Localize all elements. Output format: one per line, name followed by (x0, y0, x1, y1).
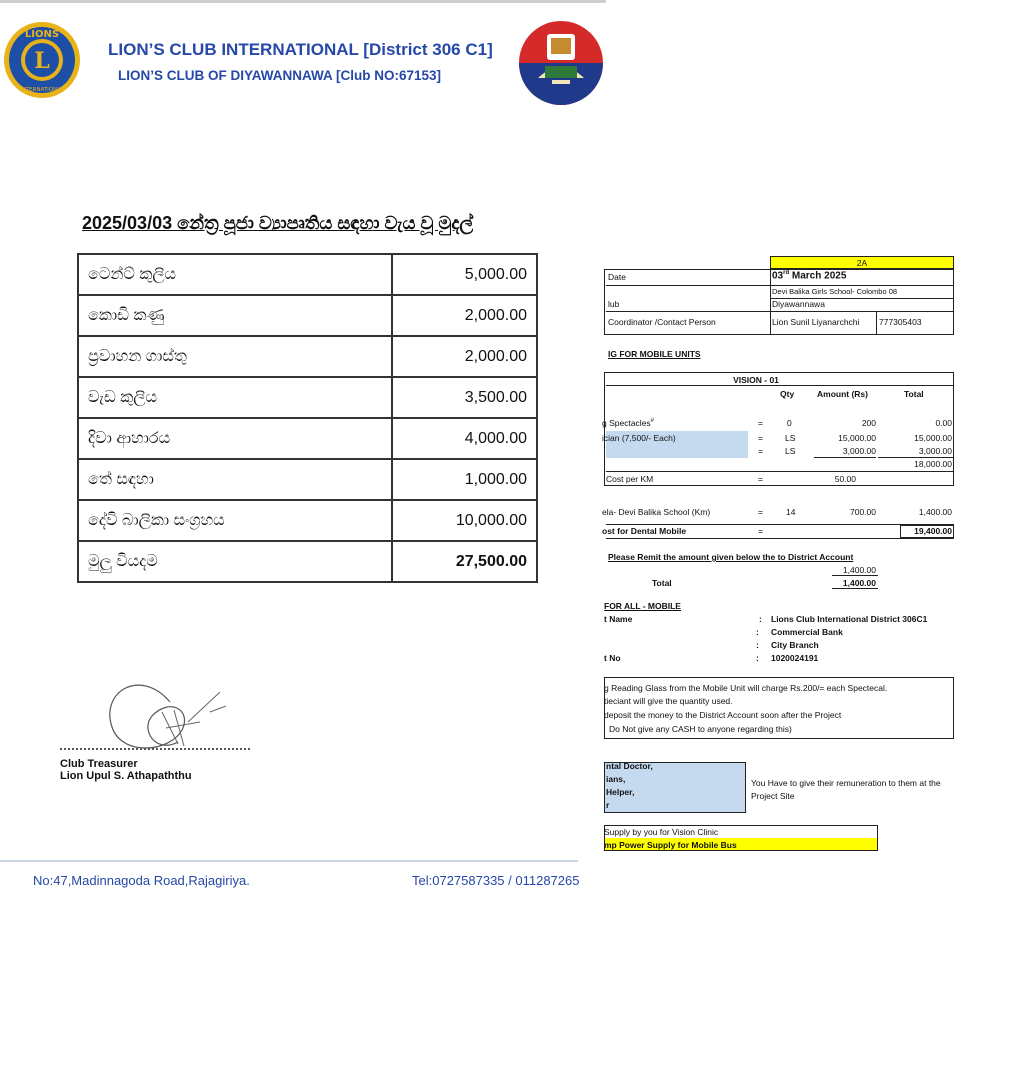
header-cell-label: 2A (856, 258, 868, 268)
header-cell (770, 256, 954, 269)
account-label: t Name (604, 614, 633, 624)
table-row (78, 377, 537, 418)
line-eq: = (758, 433, 763, 443)
underline (814, 457, 876, 458)
lions-international-logo-icon (0, 14, 84, 106)
expense-amount: 3,500.00 (392, 377, 537, 418)
table-row (78, 459, 537, 500)
expense-label: දිවා ආහාරය (78, 418, 392, 459)
lions-logo-bottom-text: INTERNATIONAL (19, 87, 65, 93)
expense-amount: 1,000.00 (392, 459, 537, 500)
line-qty: LS (785, 433, 796, 443)
info-divider (606, 285, 954, 286)
km-total: 1,400.00 (918, 507, 952, 517)
expense-amount: 5,000.00 (392, 254, 537, 295)
expense-amount: 2,000.00 (392, 295, 537, 336)
subtotal: 18,000.00 (914, 459, 952, 469)
total-row (78, 541, 537, 582)
section-title: IG FOR MOBILE UNITS (608, 349, 701, 359)
line-label: ician (7,500/- Each) (602, 433, 676, 443)
line-total: 15,000.00 (914, 433, 952, 443)
line-label: g Spectacles# (602, 418, 655, 428)
line-qty: 0 (787, 418, 792, 428)
org-heading: LION’S CLUB INTERNATIONAL [District 306 C1] (108, 40, 493, 59)
note-line: deposit the money to the District Account soon after the Project (604, 710, 842, 720)
info-label-club: lub (608, 299, 620, 309)
dental-total: 19,400.00 (914, 526, 952, 536)
underline (832, 588, 878, 589)
club-heading: LION’S CLUB OF DIYAWANNAWA [Club NO:67153] (118, 68, 442, 83)
account-value: City Branch (771, 640, 819, 650)
info-value-coordinator: Lion Sunil Liyanarchchi (772, 317, 860, 327)
table-row (78, 254, 537, 295)
col-amount: Amount (Rs) (817, 389, 868, 399)
line-eq: = (758, 418, 763, 428)
table-row (78, 295, 537, 336)
remit-amount: 1,400.00 (842, 565, 876, 575)
treasurer-name: Lion Upul S. Athapaththu (60, 770, 192, 782)
expense-label: කොඩි කණු (78, 295, 392, 336)
account-colon: : (759, 614, 762, 624)
info-value-club: Diyawannawa (772, 299, 825, 309)
footer-address: No:47,Madinnagoda Road,Rajagiriya. (33, 873, 250, 888)
account-value: Commercial Bank (771, 627, 843, 637)
expense-amount: 10,000.00 (392, 500, 537, 541)
expense-title: 2025/03/03 නේත්‍ර පූජා ව්‍යාපෘතිය සඳහා වැය වූ මුදල් (82, 213, 474, 233)
info-col-divider (876, 311, 877, 335)
table-row (78, 500, 537, 541)
line-amount: 3,000.00 (842, 446, 876, 456)
supply-line: Supply by you for Vision Clinic (604, 827, 719, 837)
expense-amount: 2,000.00 (392, 336, 537, 377)
info-label-coordinator: Coordinator /Contact Person (608, 317, 716, 327)
top-border (0, 0, 606, 3)
account-colon: : (756, 627, 759, 637)
info-label-date: Date (608, 272, 626, 282)
line-total: 0.00 (935, 418, 952, 428)
info-value-venue: Devi Balika Girls School- Colombo 08 (772, 287, 898, 296)
dental-bottom-line (606, 538, 954, 539)
supply-line: mp Power Supply for Mobile Bus (604, 840, 737, 850)
account-title: FOR ALL - MOBILE (604, 601, 681, 611)
line-amount: 200 (861, 418, 876, 428)
expense-label: තේ සඳහා (78, 459, 392, 500)
account-colon: : (756, 640, 759, 650)
note-line: tieciant will give the quantity used. (604, 696, 733, 706)
col-total: Total (904, 389, 924, 399)
vision-divider (606, 471, 954, 472)
line-eq: = (758, 507, 763, 517)
expense-label: දේවි බාලිකා සංග්‍රහය (78, 500, 392, 541)
underline (878, 457, 954, 458)
line-qty: LS (785, 446, 796, 456)
info-value-date: 03rd March 2025 (772, 270, 847, 282)
underline (832, 575, 878, 576)
col-qty: Qty (780, 389, 795, 399)
km-label: ela- Devi Balika School (Km) (602, 507, 711, 517)
district-crest-icon (518, 20, 604, 106)
cost-km-label: Cost per KM (606, 474, 654, 484)
budget-sheet (602, 206, 1024, 1078)
remit-total: 1,400.00 (842, 578, 876, 588)
note-line: Do Not give any CASH to anyone regarding this) (609, 724, 792, 734)
account-label: t No (604, 653, 621, 663)
staff-line: r (606, 800, 610, 810)
vision-divider (606, 385, 954, 386)
expense-amount: 4,000.00 (392, 418, 537, 459)
account-colon: : (756, 653, 759, 663)
signature-line (60, 748, 250, 750)
table-row (78, 336, 537, 377)
remit-total-label: Total (652, 578, 672, 588)
total-label: මුලු වියදම (78, 541, 392, 582)
treasurer-role: Club Treasurer (60, 758, 138, 770)
dental-label: ost for Dental Mobile (602, 526, 687, 536)
km-amount: 700.00 (850, 507, 876, 517)
staff-line: Helper, (606, 787, 635, 797)
account-value: 1020024191 (771, 653, 819, 663)
staff-line: ntal Doctor, (606, 761, 653, 771)
treasurer-block (60, 758, 192, 782)
footer-divider (0, 860, 578, 862)
expense-table (77, 253, 538, 583)
total-amount: 27,500.00 (392, 541, 537, 582)
info-value-phone: 777305403 (879, 317, 922, 327)
footer-phone: Tel:0727587335 / 011287265 (412, 873, 580, 888)
staff-note: You Have to give their remuneration to them at the Project Site (751, 778, 941, 801)
km-qty: 14 (786, 507, 796, 517)
vision-title: VISION - 01 (733, 375, 779, 385)
note-line: g Reading Glass from the Mobile Unit will charge Rs.200/= each Spectecal. (604, 683, 888, 693)
handwritten-signature (100, 672, 240, 767)
expense-label: වැඩ කුලිය (78, 377, 392, 418)
lions-logo-letter: L (34, 48, 50, 74)
line-total: 3,000.00 (918, 446, 952, 456)
info-col-divider (770, 269, 771, 335)
cost-km-amount: 50.00 (834, 474, 856, 484)
remit-title: Please Remit the amount given below the to District Account (608, 552, 854, 562)
staff-line: ians, (606, 774, 626, 784)
line-eq: = (758, 474, 763, 484)
account-value: Lions Club International District 306C1 (771, 614, 928, 624)
line-eq: = (758, 446, 763, 456)
line-amount: 15,000.00 (838, 433, 876, 443)
table-row (78, 418, 537, 459)
expense-label: ටෙන්ට් කුලිය (78, 254, 392, 295)
expense-label: ප්‍රවාහන ගාස්තු (78, 336, 392, 377)
line-eq: = (758, 526, 763, 536)
lions-logo-top-text: LIONS (24, 29, 60, 40)
info-divider (606, 311, 954, 312)
